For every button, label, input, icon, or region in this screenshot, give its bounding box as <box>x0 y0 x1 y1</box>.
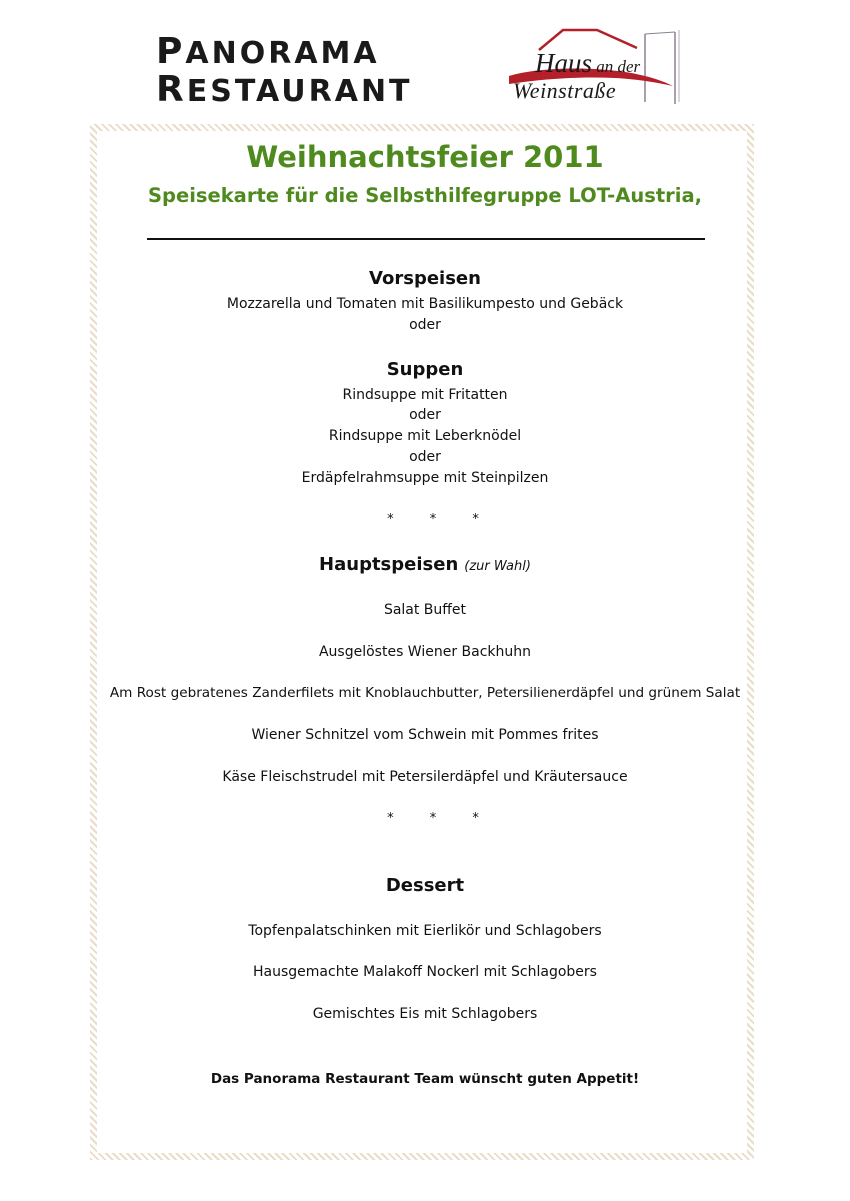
panorama-restaurant-logo <box>156 30 496 110</box>
menu-item: Wiener Schnitzel vom Schwein mit Pommes frites <box>251 727 599 743</box>
title-divider <box>147 238 705 240</box>
menu-item: Ausgelöstes Wiener Backhuhn <box>318 644 532 660</box>
soups-heading: Suppen <box>386 359 464 380</box>
menu-item: Topfenpalatschinken mit Eierlikör und Schlagobers <box>248 923 602 939</box>
page-title: Weihnachtsfeier 2011 <box>246 140 604 174</box>
menu-item: Käse Fleischstrudel mit Petersilerdäpfel und Kräutersauce <box>222 769 628 785</box>
menu-item: Rindsuppe mit Fritatten <box>342 387 508 403</box>
menu-item-or: oder <box>409 449 441 465</box>
closing-message: Das Panorama Restaurant Team wünscht guten Appetit! <box>210 1071 640 1087</box>
dessert-heading: Dessert <box>385 875 465 896</box>
haus-an-der-text: Haus an der <box>535 48 641 78</box>
section-separator: * * * <box>387 512 495 527</box>
menu-item: Hausgemachte Malakoff Nockerl mit Schlagobers <box>253 964 597 980</box>
weinstrasse-text: Weinstraße <box>513 78 617 103</box>
menu-item: Am Rost gebratenes Zanderfilets mit Knoblauchbutter, Petersilienerdäpfel und grünem Salat <box>109 685 741 701</box>
haus-an-der-weinstrasse-logo <box>505 28 685 108</box>
mains-note: (zur Wahl) <box>464 559 531 574</box>
section-separator: * * * <box>387 811 495 826</box>
menu-item-or: oder <box>409 317 441 333</box>
mains-heading: Hauptspeisen (zur Wahl) <box>319 554 531 575</box>
logo-line-panorama: PANORAMA <box>156 31 380 72</box>
menu-item: Mozzarella und Tomaten mit Basilikumpesto und Gebäck <box>226 296 624 312</box>
menu-item: Erdäpfelrahmsuppe mit Steinpilzen <box>301 470 549 486</box>
logo-line-restaurant: RESTAURANT <box>156 69 413 110</box>
menu-item: Gemischtes Eis mit Schlagobers <box>312 1006 538 1022</box>
page-subtitle: Speisekarte für die Selbsthilfegruppe LOT-Austria, <box>147 184 703 207</box>
starters-heading: Vorspeisen <box>369 268 481 289</box>
menu-item: Rindsuppe mit Leberknödel <box>328 428 522 444</box>
menu-item-or: oder <box>409 407 441 423</box>
menu-item: Salat Buffet <box>383 602 467 618</box>
